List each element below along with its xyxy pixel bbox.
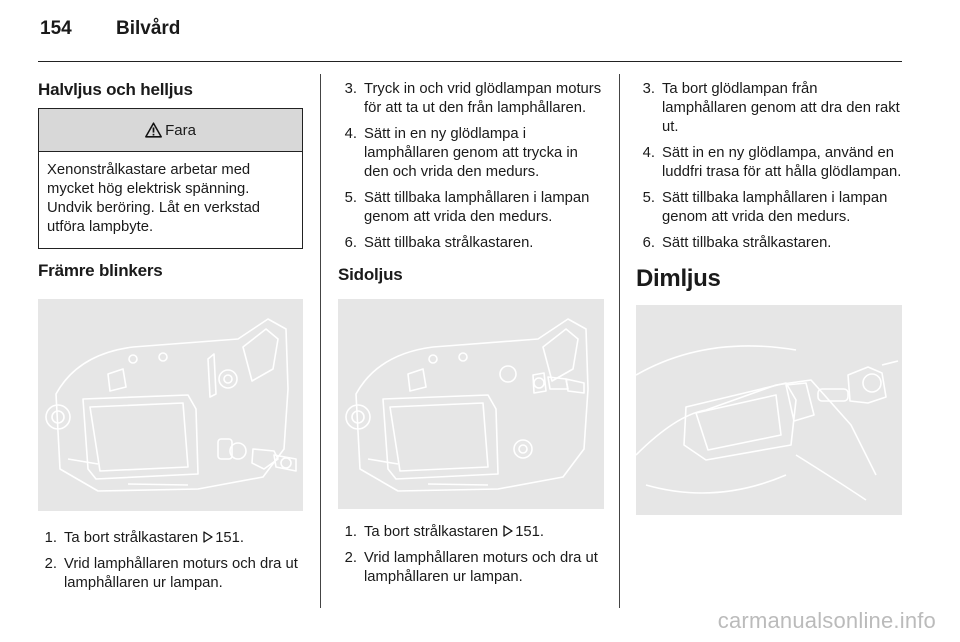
step-item	[338, 189, 604, 227]
step-number: 6.	[642, 235, 655, 251]
step-item	[38, 555, 303, 593]
step-text: Sätt tillbaka lamphållaren i lampan genom att vrida den medurs.	[364, 190, 590, 225]
step-text	[64, 529, 303, 548]
step-number: 5.	[642, 190, 655, 206]
step-text	[364, 523, 604, 542]
step-item	[38, 529, 303, 548]
step-item	[636, 144, 902, 182]
watermark: carmanualsonline.info	[717, 608, 936, 633]
step-text: Sätt in en ny glödlampa, använd en luddfri trasa för att hålla glödlampan.	[662, 145, 902, 180]
page-reference-link[interactable]: 151.	[515, 524, 544, 540]
steps-list-sidoljus	[338, 523, 604, 587]
page-number: 154	[40, 18, 72, 39]
headlamp-rear-illustration	[38, 299, 303, 511]
page-header	[40, 18, 180, 40]
step-text: Sätt tillbaka strålkastaren.	[364, 235, 534, 251]
column-divider	[619, 74, 620, 608]
step-text: Vrid lamphållaren moturs och dra ut lamphållaren ur lampan.	[64, 556, 298, 591]
step-item	[338, 80, 604, 118]
step-number: 6.	[344, 235, 357, 251]
step-text-main: Ta bort strålkastaren	[64, 530, 199, 546]
step-text: Vrid lamphållaren moturs och dra ut lamphållaren ur lampan.	[364, 550, 598, 585]
step-text: Tryck in och vrid glödlampan moturs för att ta ut den från lamphållaren.	[364, 81, 602, 116]
step-item	[636, 234, 902, 253]
column-1	[38, 74, 303, 600]
step-number: 3.	[642, 81, 655, 97]
column-2	[338, 74, 604, 594]
page-reference-link[interactable]: 151.	[215, 530, 244, 546]
step-number: 5.	[344, 190, 357, 206]
chapter-title: Bilvård	[116, 18, 181, 39]
step-item	[636, 80, 902, 137]
fog-lamp-illustration	[636, 305, 902, 515]
steps-list-blinkers	[38, 529, 303, 593]
step-number: 1.	[44, 530, 57, 546]
step-number: 4.	[344, 126, 357, 142]
step-text: Sätt in en ny glödlampa i lamphållaren genom att trycka in den och vrida den medurs.	[364, 126, 578, 180]
warning-header	[39, 109, 302, 152]
step-number: 4.	[642, 145, 655, 161]
step-text: Sätt tillbaka strålkastaren.	[662, 235, 832, 251]
step-item	[338, 234, 604, 253]
header-rule	[38, 61, 902, 62]
page-reference-arrow-icon	[503, 525, 513, 537]
step-item	[636, 189, 902, 227]
column-divider	[320, 74, 321, 608]
headlamp-rear-illustration	[338, 299, 604, 509]
steps-list-sidoljus-continued	[636, 80, 902, 253]
step-number: 2.	[344, 550, 357, 566]
warning-title: Fara	[165, 121, 196, 139]
section-heading-dimljus: Dimljus	[636, 265, 721, 292]
page-reference-arrow-icon	[203, 531, 213, 543]
section-heading-sidoljus: Sidoljus	[338, 265, 403, 284]
step-item	[338, 125, 604, 182]
step-number: 2.	[44, 556, 57, 572]
step-number: 3.	[344, 81, 357, 97]
step-text: Sätt tillbaka lamphållaren i lampan genom att vrida den medurs.	[662, 190, 888, 225]
danger-warning-box	[38, 108, 303, 249]
step-item	[338, 523, 604, 542]
step-text-main: Ta bort strålkastaren	[364, 524, 499, 540]
column-3	[636, 74, 902, 515]
step-text: Ta bort glödlampan från lamphållaren genom att dra den rakt ut.	[662, 81, 900, 135]
warning-text: Xenonstrålkastare arbetar med mycket hög elektrisk spänning. Undvik beröring. Låt en verkstad utföra lampbyte.	[47, 162, 261, 235]
step-number: 1.	[344, 524, 357, 540]
steps-list-continued	[338, 80, 604, 253]
warning-triangle-icon	[145, 122, 162, 138]
section-heading-halvljus: Halvljus och helljus	[38, 80, 193, 99]
section-heading-framre-blinkers: Främre blinkers	[38, 261, 163, 280]
step-item	[338, 549, 604, 587]
